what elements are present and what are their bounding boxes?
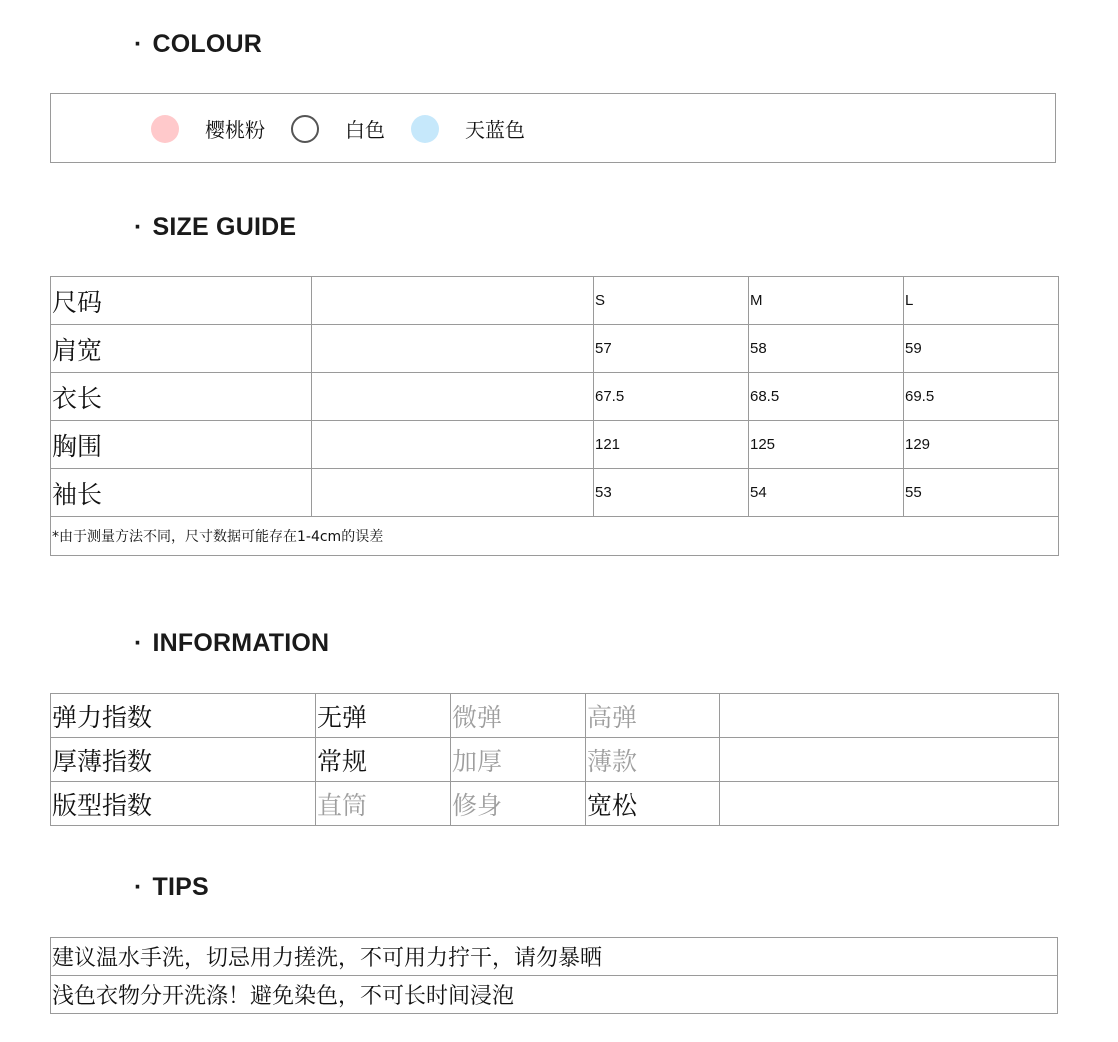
info-option: 直筒 [316,782,451,826]
swatch-white[interactable] [291,115,319,143]
tip-line: 浅色衣物分开洗涤！避免染色，不可长时间浸泡 [51,976,1058,1014]
size-row-length [51,373,1059,421]
size-value: 129 [904,421,1059,469]
section-title-tips [134,873,209,902]
section-title-colour [134,30,262,59]
size-value: 69.5 [904,373,1059,421]
measurement-note: *由于测量方法不同，尺寸数据可能存在1-4cm的误差 [51,517,1059,556]
size-header-empty [312,277,594,325]
swatch-label-cherry-pink: 樱桃粉 [205,118,265,142]
info-option: 宽松 [586,782,720,826]
size-header-label: 尺码 [51,277,312,325]
tip-line: 建议温水手洗，切忌用力搓洗，不可用力拧干，请勿暴晒 [51,938,1058,976]
empty-cell [720,738,1059,782]
size-row-sleeve [51,469,1059,517]
size-value: 59 [904,325,1059,373]
size-table [50,276,1059,556]
row-label: 厚薄指数 [51,738,316,782]
swatch-label-white: 白色 [345,118,385,142]
empty-cell [312,325,594,373]
row-label: 版型指数 [51,782,316,826]
info-option: 加厚 [451,738,586,782]
size-value: 54 [749,469,904,517]
row-label: 衣长 [51,373,312,421]
empty-cell [312,469,594,517]
info-option: 常规 [316,738,451,782]
size-value: 68.5 [749,373,904,421]
tips-table [50,937,1058,1014]
row-label: 肩宽 [51,325,312,373]
size-header-l: L [904,277,1059,325]
bullet-dot: · [134,873,143,901]
size-value: 121 [594,421,749,469]
info-option: 高弹 [586,694,720,738]
swatch-cherry-pink[interactable] [151,115,179,143]
size-note-row [51,517,1059,556]
size-guide-title-text: SIZE GUIDE [152,213,297,241]
size-value: 55 [904,469,1059,517]
tips-title-text: TIPS [152,873,209,901]
size-row-shoulder [51,325,1059,373]
info-table [50,693,1059,826]
section-title-information [134,629,329,658]
info-row-fit [51,782,1059,826]
tip-row [51,938,1058,976]
info-row-elasticity [51,694,1059,738]
info-option: 修身 [451,782,586,826]
swatch-row [151,114,551,143]
info-option: 无弹 [316,694,451,738]
size-value: 67.5 [594,373,749,421]
size-value: 57 [594,325,749,373]
tip-row [51,976,1058,1014]
info-option: 薄款 [586,738,720,782]
size-header-s: S [594,277,749,325]
size-row-chest [51,421,1059,469]
empty-cell [720,694,1059,738]
empty-cell [312,421,594,469]
bullet-dot: · [134,629,143,657]
section-title-size-guide [134,213,296,242]
size-value: 125 [749,421,904,469]
info-option: 微弹 [451,694,586,738]
colour-title-text: COLOUR [152,30,263,58]
information-title-text: INFORMATION [152,629,330,657]
row-label: 胸围 [51,421,312,469]
size-header-m: M [749,277,904,325]
size-header-row [51,277,1059,325]
row-label: 袖长 [51,469,312,517]
row-label: 弹力指数 [51,694,316,738]
bullet-dot: · [134,213,143,241]
colour-box [50,93,1056,163]
size-value: 58 [749,325,904,373]
empty-cell [720,782,1059,826]
size-value: 53 [594,469,749,517]
swatch-sky-blue[interactable] [411,115,439,143]
bullet-dot: · [134,30,143,58]
empty-cell [312,373,594,421]
swatch-label-sky-blue: 天蓝色 [465,118,525,142]
info-row-thickness [51,738,1059,782]
